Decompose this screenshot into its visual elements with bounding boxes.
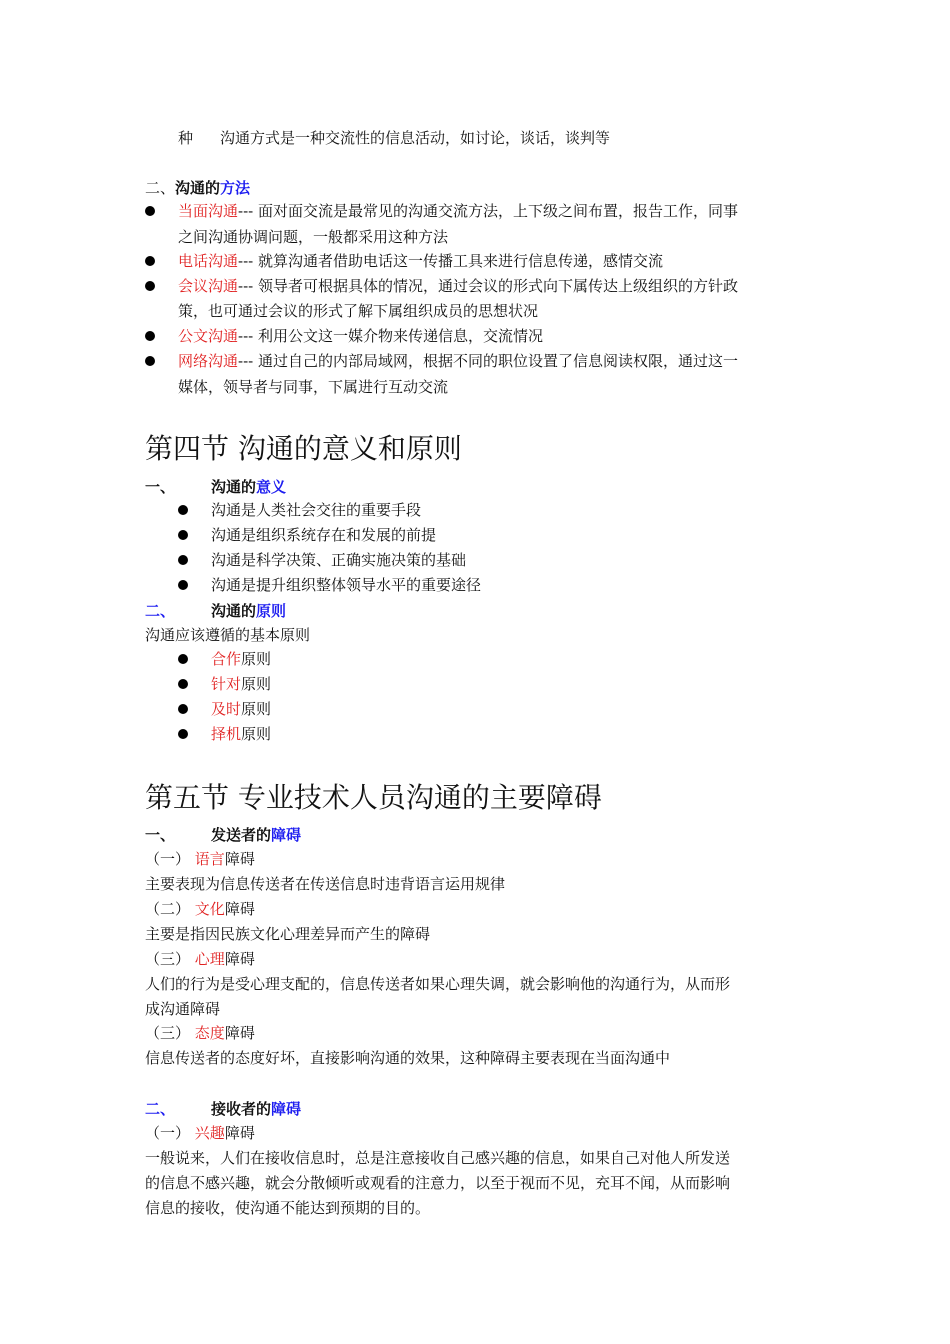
principle-rest: 原则	[241, 700, 272, 718]
principle-em: 择机	[211, 725, 242, 743]
principle-item	[211, 723, 271, 745]
method-name: 网络沟通	[178, 352, 239, 370]
method-text-cont: 媒体，领导者与同事，下属进行互动交流	[178, 378, 449, 396]
obstacle-subheading	[145, 948, 255, 970]
section4-part1-title	[211, 476, 286, 498]
top-text: 沟通方式是一种交流性的信息活动，如讨论，谈话，谈判等	[220, 129, 611, 147]
method-item	[178, 275, 738, 297]
sub-em: 态度	[194, 1024, 225, 1042]
title-pre: 沟通的	[211, 478, 257, 496]
principle-rest: 原则	[241, 725, 272, 743]
method-item	[178, 325, 543, 347]
obstacle-text: 的信息不感兴趣，就会分散倾听或观看的注意力，以至于视而不见，充耳不闻，从而影响	[145, 1174, 731, 1192]
section5-part2-title	[211, 1098, 301, 1120]
methods-title-pre: 沟通的	[175, 179, 221, 197]
section4-part2-title	[211, 600, 286, 622]
method-name: 当面沟通	[178, 202, 239, 220]
sub-em: 兴趣	[194, 1124, 225, 1142]
sub-rest: 障碍	[224, 950, 255, 968]
sub-rest: 障碍	[224, 1124, 255, 1142]
title-em: 障碍	[271, 1100, 302, 1118]
sub-em: 语言	[194, 850, 225, 868]
obstacle-subheading	[145, 848, 255, 870]
principle-rest: 原则	[241, 650, 272, 668]
obstacle-subheading	[145, 898, 255, 920]
bullet-icon	[178, 555, 188, 565]
bullet-icon	[178, 654, 188, 664]
method-name: 公文沟通	[178, 327, 239, 345]
title-pre: 沟通的	[211, 602, 257, 620]
meaning-item: 沟通是组织系统存在和发展的前提	[211, 526, 437, 544]
obstacle-text: 成沟通障碍	[145, 1000, 221, 1018]
principle-em: 及时	[211, 700, 242, 718]
sub-label: （一）	[145, 1124, 191, 1142]
method-item	[178, 250, 663, 272]
title-pre: 发送者的	[211, 826, 272, 844]
title-pre: 接收者的	[211, 1100, 272, 1118]
obstacle-subheading	[145, 1122, 255, 1144]
obstacle-text: 主要表现为信息传送者在传送信息时违背语言运用规律	[145, 875, 506, 893]
title-em: 意义	[256, 478, 287, 496]
bullet-icon	[178, 679, 188, 689]
bullet-icon	[145, 356, 155, 366]
section5-part1-title	[211, 824, 301, 846]
method-text: --- 面对面交流是最常见的沟通交流方法，上下级之间布置，报告工作，同事	[238, 202, 738, 220]
sub-label: （二）	[145, 900, 191, 918]
method-text: --- 利用公文这一媒介物来传递信息，交流情况	[238, 327, 543, 345]
methods-num: 二、	[145, 179, 176, 197]
top-char: 种	[178, 129, 194, 147]
method-item	[178, 200, 738, 222]
method-text-cont: 策，也可通过会议的形式了解下属组织成员的思想状况	[178, 302, 539, 320]
sub-em: 文化	[194, 900, 225, 918]
method-text: --- 就算沟通者借助电话这一传播工具来进行信息传递，感情交流	[238, 252, 663, 270]
obstacle-text: 主要是指因民族文化心理差异而产生的障碍	[145, 925, 431, 943]
obstacle-text: 一般说来，人们在接收信息时，总是注意接收自己感兴趣的信息，如果自己对他人所发送	[145, 1149, 731, 1167]
section4-part1-num: 一、	[145, 478, 176, 496]
meaning-item: 沟通是科学决策、正确实施决策的基础	[211, 551, 467, 569]
bullet-icon	[178, 530, 188, 540]
bullet-icon	[145, 256, 155, 266]
method-text-cont: 之间沟通协调问题，一般都采用这种方法	[178, 228, 449, 246]
method-name: 会议沟通	[178, 277, 239, 295]
meaning-item: 沟通是人类社会交往的重要手段	[211, 501, 422, 519]
method-item	[178, 350, 738, 372]
bullet-icon	[178, 505, 188, 515]
sub-em: 心理	[194, 950, 225, 968]
section5-part1-num: 一、	[145, 826, 176, 844]
meaning-item: 沟通是提升组织整体领导水平的重要途径	[211, 576, 482, 594]
section4-part2-num: 二、	[145, 602, 176, 620]
obstacle-subheading	[145, 1022, 255, 1044]
method-text: --- 通过自己的内部局域网，根据不同的职位设置了信息阅读权限，通过这一	[238, 352, 738, 370]
sub-rest: 障碍	[224, 1024, 255, 1042]
section4-heading: 第四节 沟通的意义和原则	[145, 432, 462, 465]
bullet-icon	[145, 281, 155, 291]
obstacle-text: 信息的接收，使沟通不能达到预期的目的。	[145, 1199, 431, 1217]
method-name: 电话沟通	[178, 252, 239, 270]
title-em: 障碍	[271, 826, 302, 844]
obstacle-text: 人们的行为是受心理支配的，信息传送者如果心理失调，就会影响他的沟通行为，从而形	[145, 975, 731, 993]
principle-em: 针对	[211, 675, 242, 693]
principles-intro: 沟通应该遵循的基本原则	[145, 626, 311, 644]
principle-rest: 原则	[241, 675, 272, 693]
section5-heading: 第五节 专业技术人员沟通的主要障碍	[145, 781, 602, 814]
section5-part2-num: 二、	[145, 1100, 176, 1118]
methods-title-em: 方法	[220, 179, 251, 197]
methods-heading	[145, 177, 250, 199]
sub-label: （三）	[145, 950, 191, 968]
obstacle-text: 信息传送者的态度好坏，直接影响沟通的效果，这种障碍主要表现在当面沟通中	[145, 1049, 671, 1067]
bullet-icon	[145, 331, 155, 341]
principle-item	[211, 698, 271, 720]
principle-em: 合作	[211, 650, 242, 668]
sub-rest: 障碍	[224, 900, 255, 918]
sub-label: （一）	[145, 850, 191, 868]
sub-rest: 障碍	[224, 850, 255, 868]
bullet-icon	[178, 704, 188, 714]
bullet-icon	[145, 206, 155, 216]
sub-label: （三）	[145, 1024, 191, 1042]
title-em: 原则	[256, 602, 287, 620]
bullet-icon	[178, 580, 188, 590]
principle-item	[211, 673, 271, 695]
method-text: --- 领导者可根据具体的情况，通过会议的形式向下属传达上级组织的方针政	[238, 277, 738, 295]
bullet-icon	[178, 729, 188, 739]
principle-item	[211, 648, 271, 670]
